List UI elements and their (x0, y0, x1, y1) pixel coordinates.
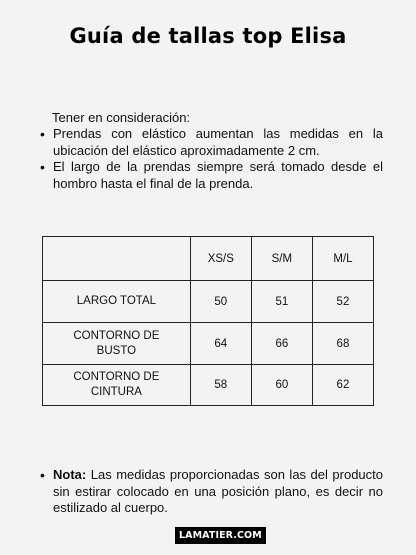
consideration-list (40, 126, 383, 192)
note (40, 467, 383, 517)
header-cell-s-m: S/M (251, 237, 312, 281)
row-label (43, 323, 191, 365)
consideration-item: • Prendas con elástico aumentan las medidas en la ubicación del elástico aproximadamente 2 cm. (40, 126, 383, 159)
note-label: Nota: (53, 467, 87, 482)
row-label: LARGO TOTAL (43, 281, 191, 323)
table-row (43, 281, 374, 323)
consideration-item: • El largo de la prendas siempre será tomado desde el hombro hasta el final de la prenda. (40, 159, 383, 192)
header-cell-empty (43, 237, 191, 281)
table-cell: 64 (190, 323, 251, 365)
table-row (43, 323, 374, 365)
table-cell: 66 (251, 323, 312, 365)
table-cell: 60 (251, 365, 312, 406)
page-title: Guía de tallas top Elisa (69, 24, 347, 48)
table-cell: 52 (312, 281, 373, 323)
table-row (43, 365, 374, 406)
table-header-row (43, 237, 374, 281)
table-cell: 62 (312, 365, 373, 406)
note-text: Las medidas proporcionadas son las del producto sin estirar colocado en una posición plano, es decir no estilizado al cuerpo. (53, 467, 383, 515)
table-cell: 50 (190, 281, 251, 323)
size-table (42, 236, 374, 406)
table-cell: 58 (190, 365, 251, 406)
row-label-text: CONTORNO DE BUSTO (73, 329, 160, 357)
row-label (43, 365, 191, 406)
brand-logo: LAMATIER.COM (175, 527, 266, 544)
intro-text: Tener en consideración: (52, 110, 191, 125)
header-cell-xs-s: XS/S (190, 237, 251, 281)
row-label-text: CONTORNO DE CINTURA (73, 371, 160, 398)
header-cell-m-l: M/L (312, 237, 373, 281)
table-cell: 68 (312, 323, 373, 365)
table-cell: 51 (251, 281, 312, 323)
